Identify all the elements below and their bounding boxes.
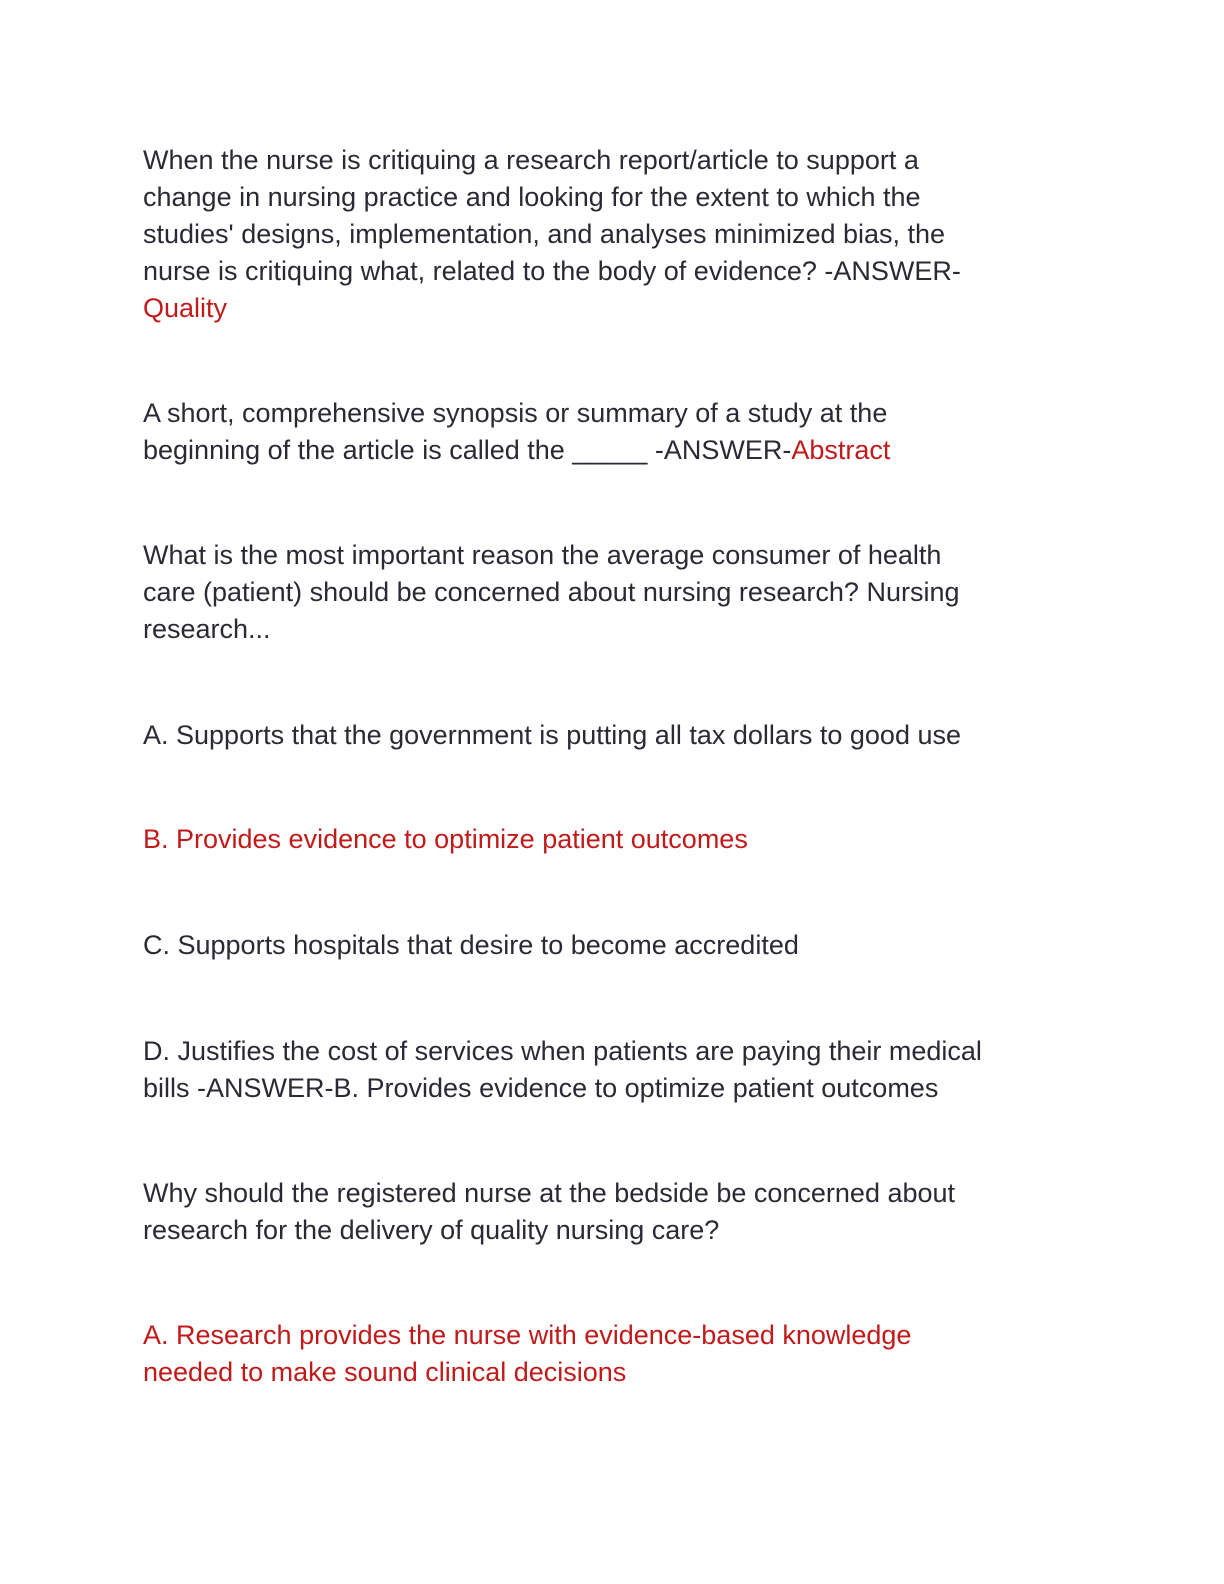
option-b-text: B. Provides evidence to optimize patient outcomes [143, 824, 748, 854]
question-1-answer: Quality [143, 293, 228, 323]
question-3-option-a [143, 717, 1083, 754]
question-4-option-a [143, 1317, 1083, 1391]
question-3 [143, 537, 1083, 648]
question-2-answer: Abstract [791, 435, 891, 465]
question-3-text: What is the most important reason the average consumer of health care (patient) should be concerned about nursing research? Nursing research... [143, 540, 960, 644]
question-3-option-b [143, 821, 1083, 858]
question-2-text: A short, comprehensive synopsis or summary of a study at the beginning of the article is called the _____ -ANSWER- [143, 398, 888, 465]
question-4 [143, 1175, 1083, 1249]
question-1-text: When the nurse is critiquing a research report/article to support a change in nursing practice and looking for the extent to which the studies' designs, implementation, and analyses minimized bias, the nurse is critiquing what, related to the body of evidence? -ANSWER- [143, 145, 961, 286]
question-3-option-c [143, 927, 1083, 964]
option-d-text: D. Justifies the cost of services when patients are paying their medical bills -ANSWER-B. Provides evidence to optimize patient outcomes [143, 1036, 982, 1103]
option-a-text: A. Supports that the government is putting all tax dollars to good use [143, 720, 961, 750]
question-2 [143, 395, 1083, 469]
question-4-option-a-text: A. Research provides the nurse with evidence-based knowledge needed to make sound clinical decisions [143, 1320, 912, 1387]
question-3-option-d [143, 1033, 1083, 1107]
question-1 [143, 142, 1083, 327]
question-4-text: Why should the registered nurse at the bedside be concerned about research for the delivery of quality nursing care? [143, 1178, 956, 1245]
option-c-text: C. Supports hospitals that desire to become accredited [143, 930, 799, 960]
